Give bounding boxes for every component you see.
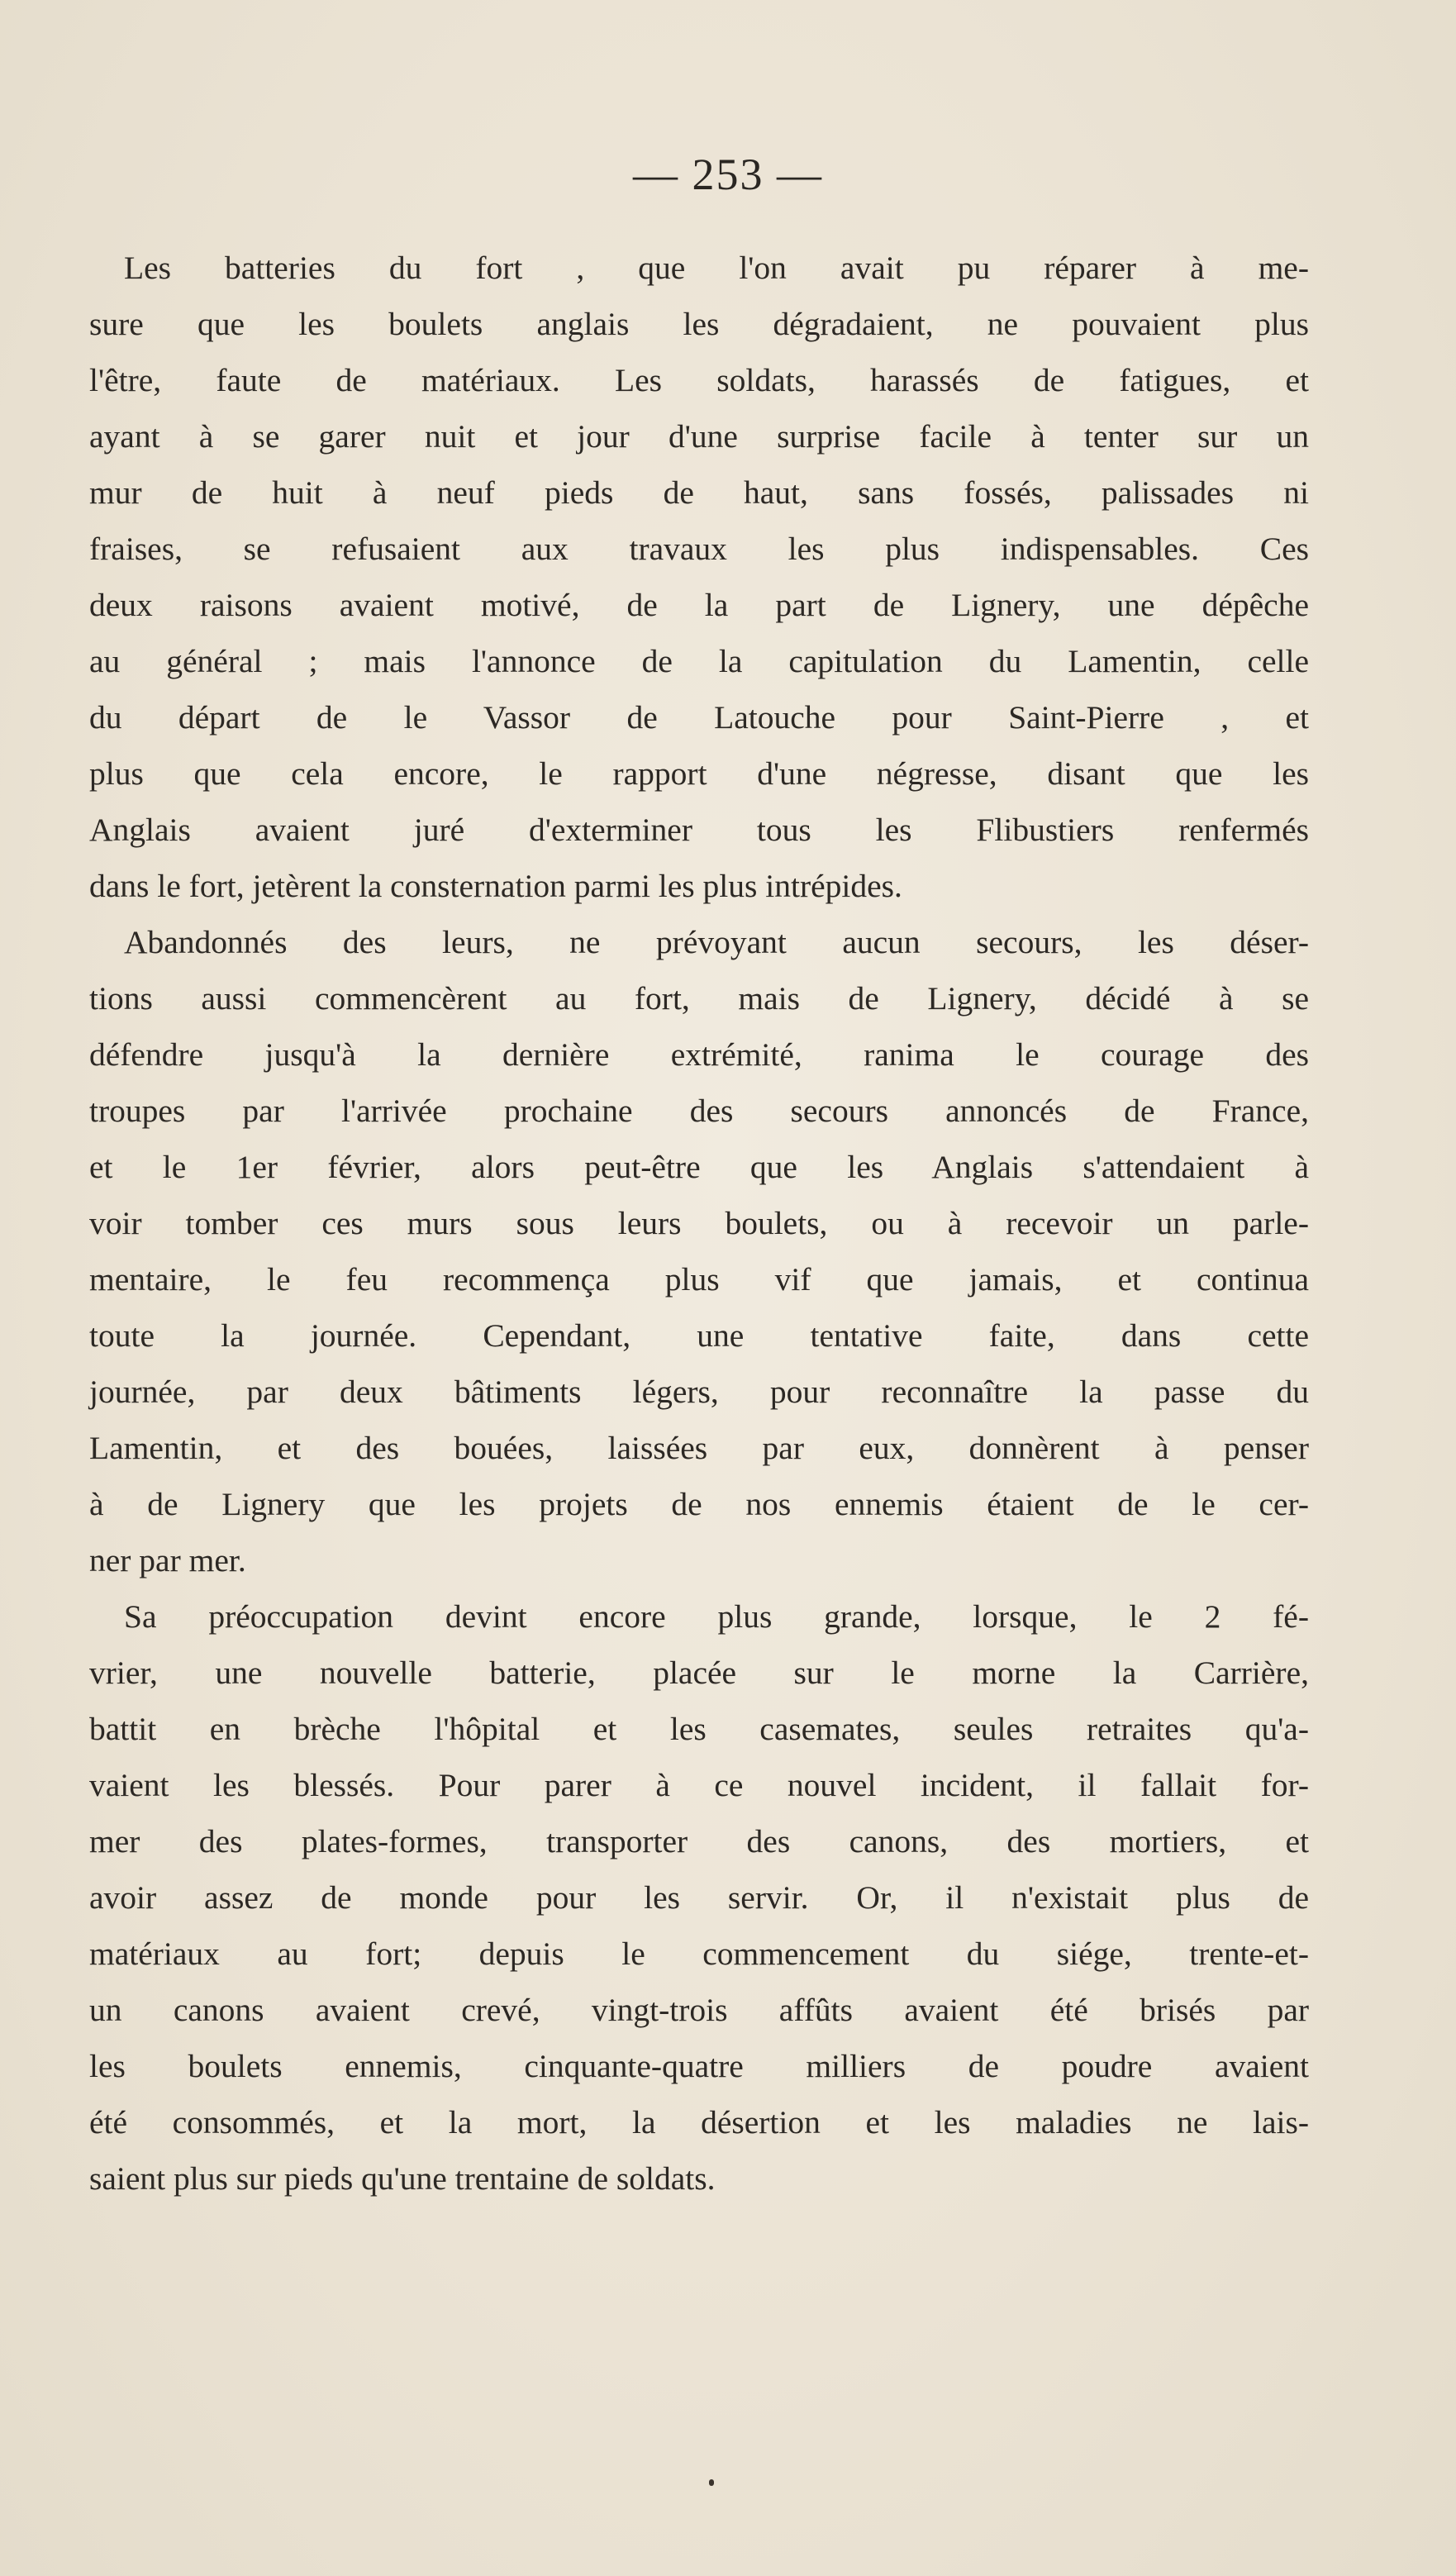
- paragraph: [89, 240, 1309, 914]
- text-line: Lamentin, et des bouées, laissées par eux, donnèrent à penser: [89, 1430, 1309, 1466]
- text-line: mer des plates-formes, transporter des canons, des mortiers, et: [89, 1823, 1309, 1859]
- text-line: avoir assez de monde pour les servir. Or, il n'existait plus de: [89, 1879, 1309, 1916]
- text-line: été consommés, et la mort, la désertion et les maladies ne lais-: [89, 2104, 1309, 2140]
- text-line: ner par mer.: [89, 1542, 246, 1578]
- text-line: défendre jusqu'à la dernière extrémité, ranima le courage des: [89, 1036, 1309, 1073]
- text-line: toute la journée. Cependant, une tentative faite, dans cette: [89, 1317, 1309, 1354]
- text-line: et le 1er février, alors peut-être que les Anglais s'attendaient à: [89, 1149, 1309, 1185]
- text-line: fraises, se refusaient aux travaux les plus indispensables. Ces: [89, 531, 1309, 567]
- body-text: [89, 240, 1309, 2207]
- text-line: deux raisons avaient motivé, de la part de Lignery, une dépêche: [89, 587, 1309, 623]
- text-line: Anglais avaient juré d'exterminer tous les Flibustiers renfermés: [89, 812, 1309, 848]
- text-line: matériaux au fort; depuis le commencement du siége, trente-et-: [89, 1936, 1309, 1972]
- text-line: mentaire, le feu recommença plus vif que jamais, et continua: [89, 1261, 1309, 1298]
- text-line: saient plus sur pieds qu'une trentaine de soldats.: [89, 2160, 716, 2197]
- text-line: journée, par deux bâtiments légers, pour reconnaître la passe du: [89, 1374, 1309, 1410]
- text-line: l'être, faute de matériaux. Les soldats, harassés de fatigues, et: [89, 362, 1309, 398]
- text-line: voir tomber ces murs sous leurs boulets, ou à recevoir un parle-: [89, 1205, 1309, 1241]
- text-line: mur de huit à neuf pieds de haut, sans fossés, palissades ni: [89, 474, 1309, 511]
- text-line: un canons avaient crevé, vingt-trois affûts avaient été brisés par: [89, 1992, 1309, 2028]
- text-line: les boulets ennemis, cinquante-quatre milliers de poudre avaient: [89, 2048, 1309, 2084]
- text-line: dans le fort, jetèrent la consternation parmi les plus intrépides.: [89, 868, 902, 904]
- text-line: plus que cela encore, le rapport d'une négresse, disant que les: [89, 755, 1309, 792]
- text-line: vrier, une nouvelle batterie, placée sur le morne la Carrière,: [89, 1655, 1309, 1691]
- text-line: battit en brèche l'hôpital et les casemates, seules retraites qu'a-: [89, 1711, 1309, 1747]
- text-line: troupes par l'arrivée prochaine des secours annoncés de France,: [89, 1093, 1309, 1129]
- text-line: vaient les blessés. Pour parer à ce nouvel incident, il fallait for-: [89, 1767, 1309, 1803]
- text-line: Abandonnés des leurs, ne prévoyant aucun secours, les déser-: [124, 924, 1309, 960]
- paragraph: [89, 1588, 1309, 2207]
- text-line: ayant à se garer nuit et jour d'une surprise facile à tenter sur un: [89, 418, 1309, 455]
- text-line: du départ de le Vassor de Latouche pour Saint-Pierre , et: [89, 699, 1309, 736]
- ink-speck: [709, 2479, 714, 2486]
- text-line: tions aussi commencèrent au fort, mais de Lignery, décidé à se: [89, 980, 1309, 1017]
- text-line: au général ; mais l'annonce de la capitulation du Lamentin, celle: [89, 643, 1309, 679]
- paragraph: [89, 914, 1309, 1588]
- text-line: Les batteries du fort , que l'on avait pu réparer à me-: [124, 250, 1309, 286]
- text-line: Sa préoccupation devint encore plus grande, lorsque, le 2 fé-: [124, 1598, 1309, 1635]
- text-line: sure que les boulets anglais les dégradaient, ne pouvaient plus: [89, 306, 1309, 342]
- text-line: à de Lignery que les projets de nos ennemis étaient de le cer-: [89, 1486, 1309, 1522]
- page-number: — 253 —: [633, 150, 823, 199]
